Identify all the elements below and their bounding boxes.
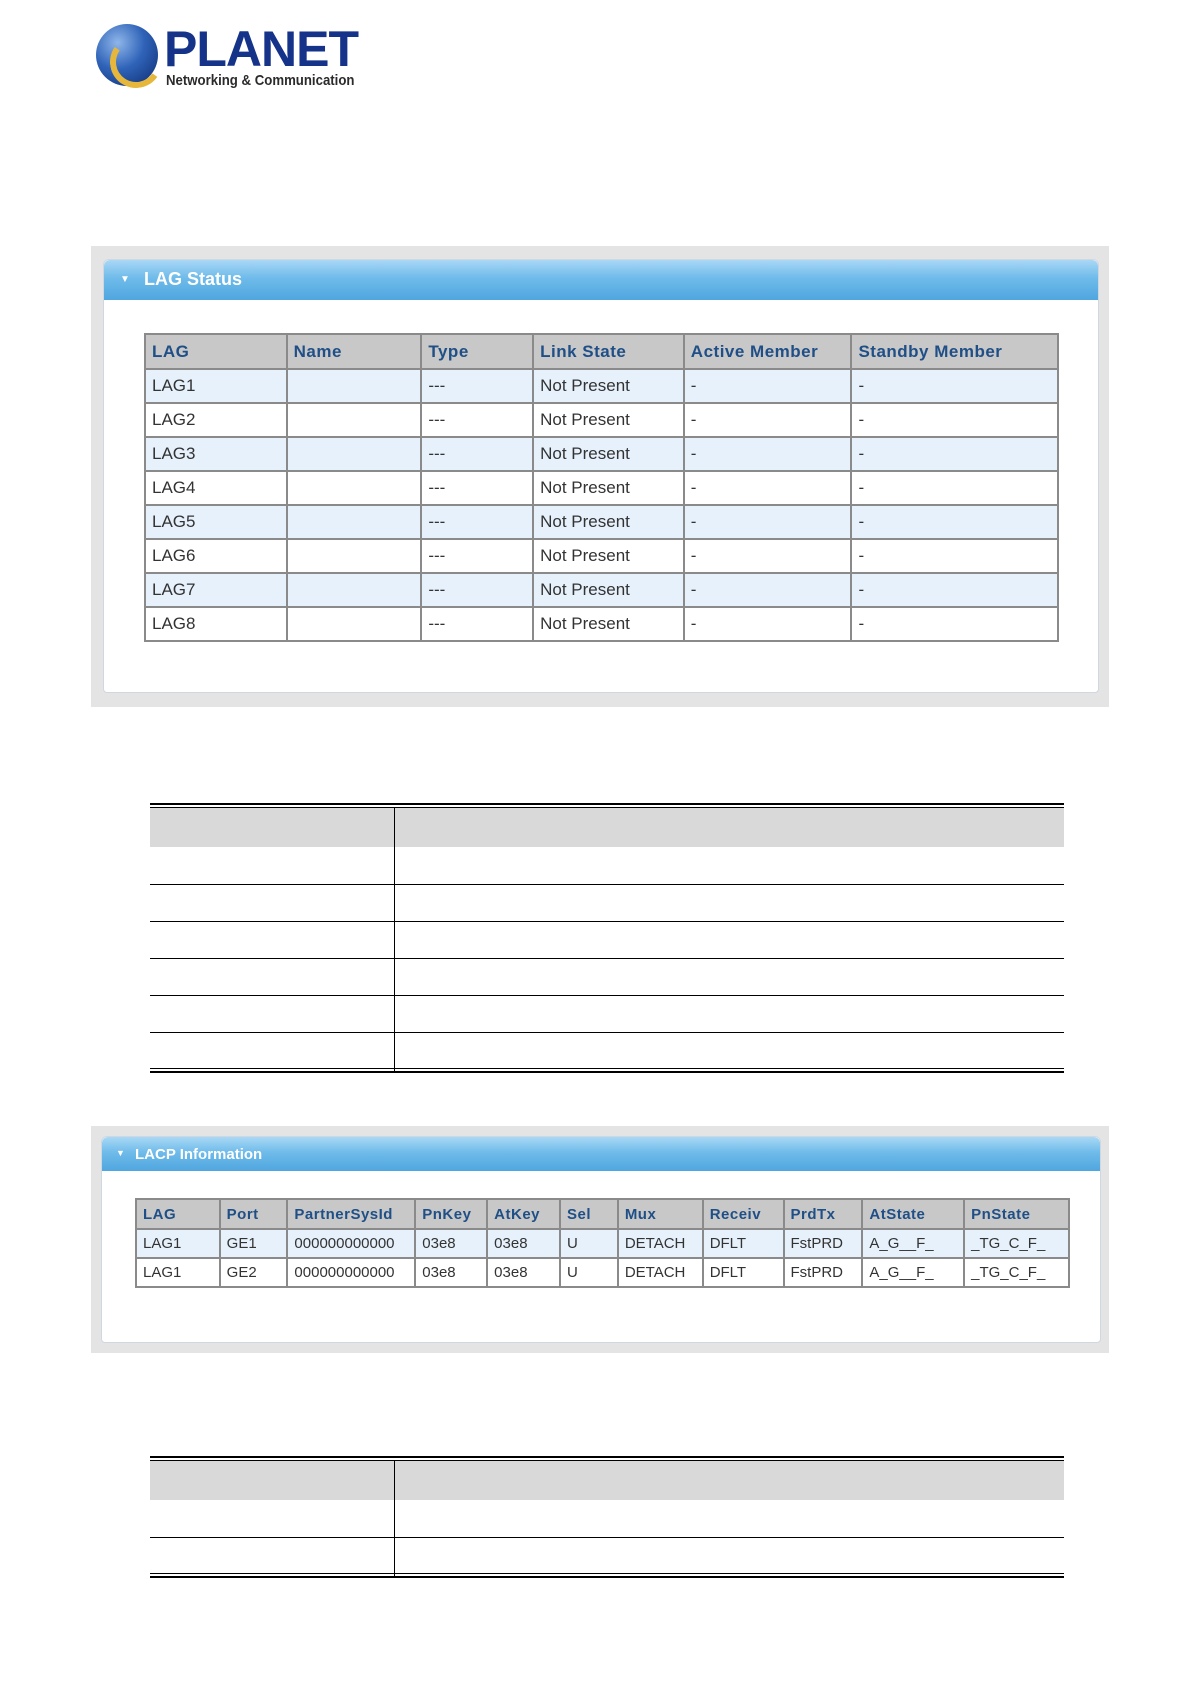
column-header-port: Port: [220, 1199, 288, 1229]
cell-name: [287, 471, 422, 505]
cell-link-state: Not Present: [533, 437, 684, 471]
cell-sel: U: [560, 1229, 618, 1258]
cell-port: GE1: [220, 1229, 288, 1258]
table-row: [150, 995, 1064, 1033]
table-row: [145, 403, 1058, 437]
planet-logo: [96, 22, 356, 92]
table-row: [136, 1258, 1069, 1287]
cell-active-member: -: [684, 437, 852, 471]
cell-type: ---: [421, 437, 533, 471]
column-header-lag: LAG: [145, 334, 287, 369]
column-header-prdtx: PrdTx: [784, 1199, 863, 1229]
cell-atstate: A_G__F_: [862, 1229, 964, 1258]
cell-active-member: -: [684, 539, 852, 573]
cell-lag: LAG7: [145, 573, 287, 607]
cell-link-state: Not Present: [533, 505, 684, 539]
collapse-arrow-icon[interactable]: ▼: [116, 1148, 125, 1158]
column-header-atstate: AtState: [862, 1199, 964, 1229]
cell-partnersysid: 000000000000: [287, 1258, 415, 1287]
table-row: [145, 369, 1058, 403]
logo-tagline: Networking & Communication: [166, 72, 355, 89]
cell-lag: LAG8: [145, 607, 287, 641]
cell-name: [287, 505, 422, 539]
cell-pnkey: 03e8: [415, 1229, 487, 1258]
table-row: [145, 471, 1058, 505]
table-row: [136, 1229, 1069, 1258]
column-header-pnstate: PnState: [964, 1199, 1069, 1229]
logo-brand: PLANET: [164, 21, 358, 77]
cell-name: [287, 369, 422, 403]
collapse-arrow-icon[interactable]: ▼: [120, 274, 130, 285]
column-header-receiv: Receiv: [703, 1199, 784, 1229]
lacp-information-header[interactable]: [102, 1137, 1100, 1171]
column-header-mux: Mux: [618, 1199, 703, 1229]
column-header-link-state: Link State: [533, 334, 684, 369]
cell-standby-member: -: [851, 505, 1058, 539]
description-table-1: [150, 803, 1064, 1073]
lacp-information-panel: [91, 1126, 1109, 1353]
cell-standby-member: -: [851, 437, 1058, 471]
cell-type: ---: [421, 573, 533, 607]
cell-partnersysid: 000000000000: [287, 1229, 415, 1258]
cell-receiv: DFLT: [703, 1229, 784, 1258]
cell-atkey: 03e8: [487, 1229, 560, 1258]
description-table-2-header: [150, 1461, 1064, 1500]
cell-type: ---: [421, 403, 533, 437]
cell-type: ---: [421, 505, 533, 539]
column-header-type: Type: [421, 334, 533, 369]
cell-port: GE2: [220, 1258, 288, 1287]
cell-type: ---: [421, 607, 533, 641]
table-row: [145, 573, 1058, 607]
description-table-1-header: [150, 808, 1064, 847]
lag-status-table: [144, 333, 1059, 642]
column-header-standby-member: Standby Member: [851, 334, 1058, 369]
column-header-name: Name: [287, 334, 422, 369]
cell-sel: U: [560, 1258, 618, 1287]
table-row: [145, 539, 1058, 573]
cell-type: ---: [421, 369, 533, 403]
cell-active-member: -: [684, 573, 852, 607]
cell-type: ---: [421, 471, 533, 505]
cell-link-state: Not Present: [533, 471, 684, 505]
column-header-atkey: AtKey: [487, 1199, 560, 1229]
cell-link-state: Not Present: [533, 607, 684, 641]
cell-type: ---: [421, 539, 533, 573]
table-row: [150, 958, 1064, 996]
cell-atstate: A_G__F_: [862, 1258, 964, 1287]
table-row: [150, 1032, 1064, 1069]
cell-lag: LAG1: [136, 1258, 220, 1287]
cell-active-member: -: [684, 403, 852, 437]
column-header-sel: Sel: [560, 1199, 618, 1229]
cell-prdtx: FstPRD: [784, 1258, 863, 1287]
cell-name: [287, 403, 422, 437]
table-row: [145, 437, 1058, 471]
cell-pnstate: _TG_C_F_: [964, 1258, 1069, 1287]
cell-active-member: -: [684, 471, 852, 505]
lag-status-header[interactable]: [104, 260, 1098, 300]
cell-receiv: DFLT: [703, 1258, 784, 1287]
cell-lag: LAG4: [145, 471, 287, 505]
cell-standby-member: -: [851, 369, 1058, 403]
cell-link-state: Not Present: [533, 369, 684, 403]
cell-standby-member: -: [851, 471, 1058, 505]
cell-active-member: -: [684, 369, 852, 403]
cell-active-member: -: [684, 607, 852, 641]
cell-lag: LAG2: [145, 403, 287, 437]
cell-link-state: Not Present: [533, 403, 684, 437]
cell-atkey: 03e8: [487, 1258, 560, 1287]
column-header-pnkey: PnKey: [415, 1199, 487, 1229]
cell-name: [287, 539, 422, 573]
cell-standby-member: -: [851, 607, 1058, 641]
cell-standby-member: -: [851, 573, 1058, 607]
cell-pnstate: _TG_C_F_: [964, 1229, 1069, 1258]
cell-lag: LAG1: [136, 1229, 220, 1258]
cell-lag: LAG1: [145, 369, 287, 403]
table-row: [150, 847, 1064, 885]
cell-mux: DETACH: [618, 1229, 703, 1258]
description-table-2: [150, 1456, 1064, 1581]
cell-name: [287, 607, 422, 641]
cell-lag: LAG5: [145, 505, 287, 539]
column-header-partnersysid: PartnerSysId: [287, 1199, 415, 1229]
cell-link-state: Not Present: [533, 539, 684, 573]
lag-status-panel: [91, 246, 1109, 707]
cell-name: [287, 437, 422, 471]
cell-prdtx: FstPRD: [784, 1229, 863, 1258]
cell-pnkey: 03e8: [415, 1258, 487, 1287]
lacp-information-title: LACP Information: [135, 1146, 263, 1163]
table-row: [145, 607, 1058, 641]
cell-name: [287, 573, 422, 607]
cell-lag: LAG3: [145, 437, 287, 471]
table-row: [150, 1537, 1064, 1574]
column-header-active-member: Active Member: [684, 334, 852, 369]
cell-lag: LAG6: [145, 539, 287, 573]
cell-link-state: Not Present: [533, 573, 684, 607]
cell-active-member: -: [684, 505, 852, 539]
table-row: [150, 1500, 1064, 1538]
table-row: [145, 505, 1058, 539]
cell-mux: DETACH: [618, 1258, 703, 1287]
lag-status-title: LAG Status: [144, 269, 243, 289]
table-row: [150, 884, 1064, 922]
column-header-lag: LAG: [136, 1199, 220, 1229]
cell-standby-member: -: [851, 403, 1058, 437]
table-row: [150, 921, 1064, 959]
lacp-information-table: [135, 1198, 1070, 1288]
cell-standby-member: -: [851, 539, 1058, 573]
